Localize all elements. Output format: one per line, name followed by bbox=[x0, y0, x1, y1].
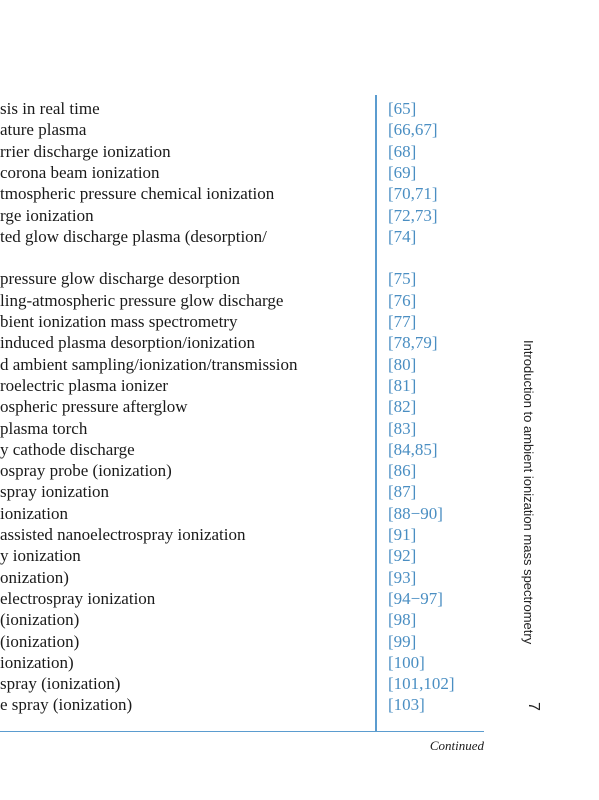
table-row bbox=[0, 439, 480, 460]
method-cell: ospray probe (ionization) bbox=[0, 461, 172, 481]
method-cell: plasma torch bbox=[0, 418, 88, 438]
table-row bbox=[0, 673, 480, 694]
reference-link[interactable]: [69] bbox=[388, 162, 417, 182]
method-cell: rrier discharge ionization bbox=[0, 141, 171, 161]
method-cell: rge ionization bbox=[0, 205, 94, 225]
table-row bbox=[0, 609, 480, 630]
reference-link[interactable]: [65] bbox=[388, 99, 417, 118]
method-cell: d ambient sampling/ionization/transmission bbox=[0, 354, 298, 374]
table-row bbox=[0, 631, 480, 652]
table-row bbox=[0, 396, 480, 417]
table-row bbox=[0, 545, 480, 566]
reference-link[interactable]: [103] bbox=[388, 695, 425, 715]
table-row bbox=[0, 226, 480, 247]
method-cell: pressure glow discharge desorption bbox=[0, 269, 240, 289]
reference-link[interactable]: [99] bbox=[388, 631, 417, 651]
reference-link[interactable]: [92] bbox=[388, 546, 417, 566]
method-cell: bient ionization mass spectrometry bbox=[0, 312, 238, 331]
method-cell: e spray (ionization) bbox=[0, 695, 133, 715]
table-row bbox=[0, 588, 480, 609]
reference-link[interactable]: [91] bbox=[388, 525, 417, 544]
reference-link[interactable]: [98] bbox=[388, 610, 417, 630]
page-number-text: 7 bbox=[525, 702, 542, 711]
method-cell: induced plasma desorption/ionization bbox=[0, 333, 255, 353]
method-cell: corona beam ionization bbox=[0, 162, 160, 182]
table-row bbox=[0, 98, 480, 119]
table-row bbox=[0, 524, 480, 545]
method-cell: (ionization) bbox=[0, 631, 80, 651]
method-cell: electrospray ionization bbox=[0, 588, 156, 608]
reference-link[interactable]: [87] bbox=[388, 482, 417, 502]
method-cell: (ionization) bbox=[0, 610, 80, 630]
reference-link[interactable]: [74] bbox=[388, 226, 417, 246]
method-cell: roelectric plasma ionizer bbox=[0, 375, 169, 395]
reference-link[interactable]: [94−97] bbox=[388, 588, 443, 608]
method-cell: ospheric pressure afterglow bbox=[0, 397, 188, 417]
reference-link[interactable]: [80] bbox=[388, 354, 417, 374]
reference-link[interactable]: [75] bbox=[388, 269, 417, 289]
table-row bbox=[0, 141, 480, 162]
reference-link[interactable]: [93] bbox=[388, 567, 417, 587]
table-row bbox=[0, 162, 480, 183]
reference-link[interactable]: [81] bbox=[388, 375, 417, 395]
reference-link[interactable]: [88−90] bbox=[388, 503, 443, 523]
method-cell: y cathode discharge bbox=[0, 439, 135, 459]
table-row bbox=[0, 567, 480, 588]
reference-link[interactable]: [86] bbox=[388, 461, 417, 481]
reference-link[interactable]: [101,102] bbox=[388, 674, 455, 694]
method-cell: onization) bbox=[0, 567, 69, 587]
method-cell: y ionization bbox=[0, 546, 81, 566]
method-cell: assisted nanoelectrospray ionization bbox=[0, 525, 246, 544]
running-head-text: Introduction to ambient ionization mass spectrometry bbox=[521, 340, 536, 645]
page-number bbox=[524, 702, 544, 722]
table-row bbox=[0, 332, 480, 353]
reference-link[interactable]: [83] bbox=[388, 418, 417, 438]
method-cell: ionization) bbox=[0, 652, 74, 672]
table-row bbox=[0, 268, 480, 289]
table-row bbox=[0, 418, 480, 439]
reference-link[interactable]: [77] bbox=[388, 312, 417, 331]
reference-link[interactable]: [72,73] bbox=[388, 205, 438, 225]
table-row bbox=[0, 481, 480, 502]
table-row bbox=[0, 354, 480, 375]
method-cell: tmospheric pressure chemical ionization bbox=[0, 184, 275, 204]
reference-link[interactable]: [84,85] bbox=[388, 439, 438, 459]
table-row bbox=[0, 247, 480, 268]
method-cell: ted glow discharge plasma (desorption/ bbox=[0, 226, 267, 246]
table-bottom-rule bbox=[0, 731, 484, 732]
reference-link[interactable]: [82] bbox=[388, 397, 417, 417]
table-row bbox=[0, 652, 480, 673]
reference-link[interactable]: [68] bbox=[388, 141, 417, 161]
table-row bbox=[0, 311, 480, 332]
table-row bbox=[0, 183, 480, 204]
method-cell: spray ionization bbox=[0, 482, 110, 502]
continued-label: Continued bbox=[429, 738, 484, 753]
table-row bbox=[0, 119, 480, 140]
reference-link[interactable]: [66,67] bbox=[388, 120, 438, 140]
method-cell: ionization bbox=[0, 503, 68, 523]
table-row bbox=[0, 460, 480, 481]
table-row bbox=[0, 503, 480, 524]
reference-link[interactable]: [100] bbox=[388, 652, 425, 672]
method-cell: ling-atmospheric pressure glow discharge bbox=[0, 290, 284, 310]
method-cell: ature plasma bbox=[0, 120, 87, 140]
method-cell: sis in real time bbox=[0, 99, 100, 118]
table-row bbox=[0, 375, 480, 396]
reference-link[interactable]: [70,71] bbox=[388, 184, 438, 204]
reference-link[interactable]: [76] bbox=[388, 290, 417, 310]
reference-link[interactable]: [78,79] bbox=[388, 333, 438, 353]
table-row bbox=[0, 290, 480, 311]
table-row bbox=[0, 694, 480, 715]
table-row bbox=[0, 205, 480, 226]
method-cell: spray (ionization) bbox=[0, 674, 121, 694]
